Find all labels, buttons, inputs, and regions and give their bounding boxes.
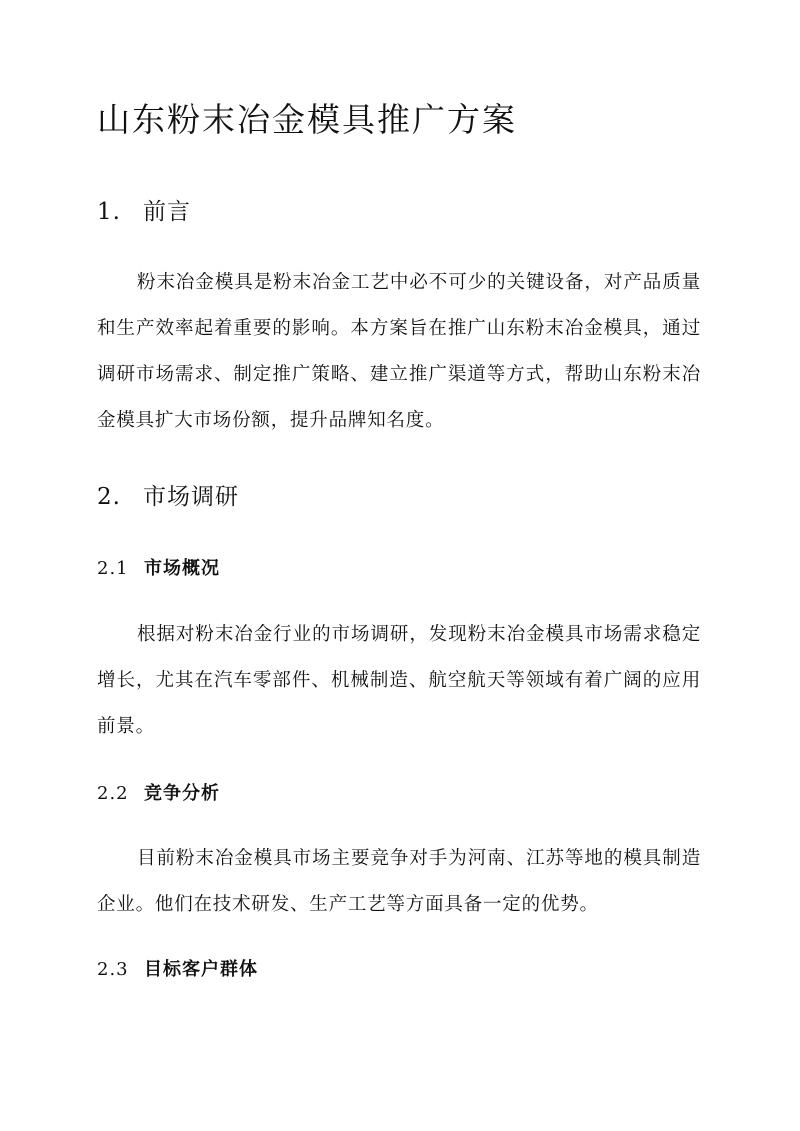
section-heading-market-research: [97, 480, 239, 514]
subsection-number: 2.2: [97, 783, 129, 804]
subsection-heading-market-overview: [97, 555, 220, 583]
document-title: 山东粉末冶金模具推广方案: [97, 100, 517, 139]
section-title: 市场调研: [143, 484, 239, 510]
subsection-title: 市场概况: [144, 558, 220, 579]
subsection-number: 2.3: [97, 959, 129, 980]
preface-paragraph: 粉末冶金模具是粉末冶金工艺中必不可少的关键设备，对产品质量和生产效率起着重要的影响。本方案旨在推广山东粉末冶金模具，通过调研市场需求、制定推广策略、建立推广渠道等方式，帮助山东粉末冶金模具扩大市场份额，提升品牌知名度。: [97, 272, 701, 431]
section-number: 1.: [97, 199, 121, 225]
section-number: 2.: [97, 484, 121, 510]
subsection-heading-target-customers: [97, 956, 258, 984]
competition-analysis-paragraph: 目前粉末冶金模具市场主要竞争对手为河南、江苏等地的模具制造企业。他们在技术研发、生产工艺等方面具备一定的优势。: [97, 848, 701, 915]
subsection-title: 竞争分析: [144, 783, 220, 804]
subsection-title: 目标客户群体: [144, 959, 258, 980]
section-title: 前言: [143, 199, 191, 225]
subsection-heading-competition-analysis: [97, 780, 220, 808]
market-overview-paragraph: 根据对粉末冶金行业的市场调研，发现粉末冶金模具市场需求稳定增长，尤其在汽车零部件、机械制造、航空航天等领域有着广阔的应用前景。: [97, 624, 701, 737]
subsection-number: 2.1: [97, 558, 129, 579]
section-heading-preface: [97, 195, 191, 229]
